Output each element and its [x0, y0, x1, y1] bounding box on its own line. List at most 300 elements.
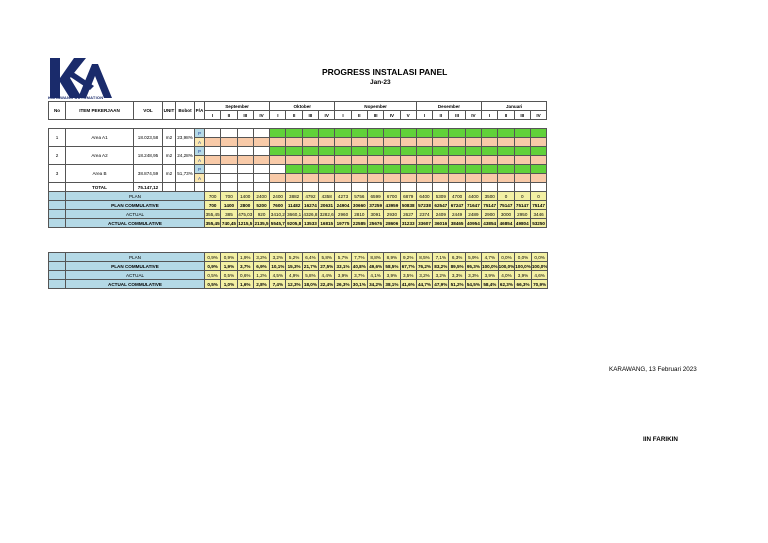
- cell: [400, 183, 416, 192]
- plan-row-value: 4400: [465, 192, 481, 201]
- pct-plan-cum-row-value: 83,2%: [434, 263, 448, 269]
- plan-row-value: 700: [205, 192, 221, 201]
- schedule-actual-cell: [514, 174, 530, 183]
- pct-actual-row-value: 4,1%: [367, 271, 383, 280]
- item-name: Area A2: [66, 147, 134, 165]
- item-unit: m2: [163, 165, 176, 183]
- actual-cum-row-value: 53250: [532, 220, 545, 226]
- schedule-actual-cell: [400, 138, 416, 147]
- schedule-plan-cell: [465, 147, 481, 156]
- pct-actual-row-value: 3,9%: [482, 271, 499, 280]
- schedule-actual-cell: [367, 156, 383, 165]
- actual-row-value: 2810: [351, 210, 367, 219]
- pct-plan-row-value: 5,9%: [465, 253, 481, 262]
- item-plan-flag: P: [195, 165, 205, 174]
- pct-actual-row-value: 4,4%: [319, 271, 335, 280]
- schedule-plan-cell: [482, 129, 498, 138]
- label-fill: [49, 280, 66, 289]
- header-week: I: [482, 111, 498, 120]
- actual-row-value: 3660,1: [287, 211, 302, 217]
- cell: [286, 183, 302, 192]
- header-week: IV: [465, 111, 481, 120]
- header-bobot: Bobot: [176, 102, 195, 120]
- schedule-actual-cell: [367, 174, 383, 183]
- actual-cum-row-value: 355,45: [205, 220, 220, 226]
- plan-row-value: 4700: [449, 192, 465, 201]
- total-value: 75.147,12: [134, 183, 163, 192]
- header-month: Oktober: [270, 102, 335, 111]
- pct-actual-row-value: 3,9%: [515, 271, 532, 280]
- actual-cum-row-value: 31233: [401, 220, 415, 226]
- schedule-plan-cell: [514, 147, 530, 156]
- logo-company-name: KARAWANG AUTOMATION: [48, 95, 104, 100]
- pct-plan-row-value: 6,4%: [302, 253, 318, 262]
- schedule-plan-cell: [367, 165, 383, 174]
- schedule-actual-cell: [367, 138, 383, 147]
- schedule-actual-cell: [384, 156, 400, 165]
- header-month: Nopember: [335, 102, 416, 111]
- spacer-cell: [433, 120, 449, 129]
- pct-plan-row-value: 7,1%: [433, 253, 449, 262]
- total-label: TOTAL: [66, 183, 134, 192]
- spacer-cell: [530, 120, 546, 129]
- plan-row-value: 4358: [319, 192, 335, 201]
- pct-actual-cum-row-value: 1,6%: [237, 280, 253, 289]
- schedule-plan-cell: [237, 147, 253, 156]
- plan-cum-row-value: 2800: [237, 201, 253, 210]
- plan-cum-row-value: 57238: [418, 202, 431, 208]
- pct-actual-cum-row-value: 34,2%: [369, 281, 383, 287]
- schedule-plan-cell: [416, 165, 432, 174]
- cell: [498, 183, 514, 192]
- pct-plan-row-value: 8,8%: [367, 253, 383, 262]
- schedule-plan-cell: [302, 147, 318, 156]
- item-row-plan: [49, 129, 547, 138]
- actual-row-value: 920: [253, 210, 269, 219]
- schedule-plan-cell: [319, 165, 335, 174]
- pct-actual-row-value: 0,6%: [237, 271, 253, 280]
- plan-row-value: 6599: [367, 192, 383, 201]
- spacer-row: [49, 120, 547, 129]
- plan-row-value: 0: [498, 192, 514, 201]
- pct-actual-row-value: 3,3%: [465, 271, 481, 280]
- schedule-actual-cell: [482, 138, 498, 147]
- schedule-plan-cell: [237, 129, 253, 138]
- schedule-plan-cell: [286, 147, 302, 156]
- plan-cum-row-value: 5200: [253, 201, 269, 210]
- actual-row-value: 2900: [482, 210, 498, 219]
- header-week: I: [416, 111, 432, 120]
- pct-actual-cum-row-value: 41,6%: [401, 281, 415, 287]
- actual-cum-row-value: 43854: [483, 220, 497, 226]
- pct-actual-cum-row-value: 1,0%: [221, 280, 237, 289]
- pct-plan-cum-row-value: 15,3%: [287, 263, 301, 269]
- cell: [384, 183, 400, 192]
- cell: [163, 183, 176, 192]
- plan-cum-row-value: 67247: [450, 202, 464, 208]
- actual-cum-row-value: 1215,5: [238, 220, 253, 226]
- schedule-actual-cell: [433, 174, 449, 183]
- header-vol: VOL: [134, 102, 163, 120]
- schedule-actual-cell: [319, 156, 335, 165]
- pct-plan-cum-row: [49, 262, 548, 271]
- schedule-actual-cell: [400, 174, 416, 183]
- pct-actual-row-value: 3,2%: [433, 271, 449, 280]
- schedule-plan-cell: [514, 165, 530, 174]
- actual-cum-row-value: 40954: [467, 220, 480, 226]
- pct-plan-row-value: 0,9%: [205, 253, 221, 262]
- schedule-plan-cell: [416, 129, 432, 138]
- schedule-plan-cell: [384, 129, 400, 138]
- cell: [465, 183, 481, 192]
- spacer-cell: [367, 120, 383, 129]
- pct-actual-cum-row-value: 30,1%: [352, 281, 366, 287]
- schedule-actual-cell: [221, 138, 237, 147]
- schedule-plan-cell: [237, 165, 253, 174]
- schedule-plan-cell: [319, 129, 335, 138]
- schedule-actual-cell: [205, 174, 221, 183]
- pct-actual-row-value: 0,5%: [205, 271, 221, 280]
- pct-actual-cum-row-value: 18,0%: [303, 281, 317, 287]
- schedule-actual-cell: [498, 156, 514, 165]
- schedule-actual-cell: [384, 138, 400, 147]
- schedule-plan-cell: [302, 129, 318, 138]
- plan-cum-row-value: 16274: [304, 202, 317, 208]
- header-week: III: [302, 111, 318, 120]
- actual-row-value: 2950: [514, 210, 530, 219]
- schedule-plan-cell: [335, 165, 351, 174]
- header-week: I: [270, 111, 286, 120]
- schedule-actual-cell: [449, 174, 465, 183]
- item-bobot: 24,28%: [176, 147, 195, 165]
- header-week: IV: [319, 111, 335, 120]
- pct-plan-cum-row-value: 0,9%: [205, 262, 221, 271]
- cell: [482, 183, 498, 192]
- schedule-plan-cell: [367, 147, 383, 156]
- pct-plan-row-value: 0,0%: [531, 253, 548, 262]
- schedule-plan-cell: [482, 165, 498, 174]
- header-row-months: [49, 102, 547, 111]
- item-vol: 18.023,58: [134, 129, 163, 147]
- schedule-plan-cell: [253, 165, 269, 174]
- item-plan-flag: P: [195, 147, 205, 156]
- pct-actual-row-value: 3,3%: [449, 271, 465, 280]
- header-week: V: [400, 111, 416, 120]
- plan-cum-row-value: 71647: [467, 202, 480, 208]
- plan-cum-row-value: 1400: [221, 201, 237, 210]
- schedule-plan-cell: [253, 147, 269, 156]
- spacer-cell: [66, 120, 134, 129]
- plan-row-value: 0: [530, 192, 546, 201]
- actual-row-value: 3000: [498, 210, 514, 219]
- schedule-plan-cell: [270, 165, 286, 174]
- schedule-plan-cell: [351, 147, 367, 156]
- schedule-plan-cell: [433, 165, 449, 174]
- schedule-actual-cell: [237, 138, 253, 147]
- actual-row-value: 3282,6: [319, 211, 334, 217]
- cell: [319, 183, 335, 192]
- cell: [416, 183, 432, 192]
- schedule-actual-cell: [302, 174, 318, 183]
- page-title: PROGRESS INSTALASI PANEL: [322, 67, 448, 77]
- pct-plan-cum-row-value: 100,0%: [498, 263, 515, 269]
- actual-cum-row-value: 28606: [385, 220, 399, 226]
- pct-actual-row-value: 1,2%: [253, 271, 269, 280]
- spacer-cell: [400, 120, 416, 129]
- actual-row-value: 4326,8: [303, 211, 318, 217]
- pct-plan-cum-row-label: PLAN COMMULATIVE: [66, 262, 205, 271]
- cell: [49, 183, 66, 192]
- plan-row-value: 5756: [351, 192, 367, 201]
- item-actual-flag: A: [195, 156, 205, 165]
- item-unit: m2: [163, 129, 176, 147]
- total-row: [49, 183, 547, 192]
- schedule-actual-cell: [416, 138, 432, 147]
- pct-actual-cum-row-value: 2,8%: [253, 280, 269, 289]
- schedule-plan-cell: [270, 129, 286, 138]
- schedule-actual-cell: [498, 174, 514, 183]
- schedule-actual-cell: [465, 174, 481, 183]
- pct-plan-cum-row-value: 6,9%: [253, 262, 269, 271]
- schedule-plan-cell: [205, 165, 221, 174]
- schedule-actual-cell: [335, 156, 351, 165]
- spacer-cell: [384, 120, 400, 129]
- signer-name: IIN FARIKIN: [643, 436, 678, 443]
- spacer-cell: [335, 120, 351, 129]
- schedule-actual-cell: [416, 174, 432, 183]
- cell: [514, 183, 530, 192]
- header-week: IV: [530, 111, 546, 120]
- schedule-plan-cell: [335, 147, 351, 156]
- schedule-plan-cell: [302, 165, 318, 174]
- schedule-actual-cell: [433, 156, 449, 165]
- header-month: September: [205, 102, 270, 111]
- item-actual-flag: A: [195, 174, 205, 183]
- spacer-cell: [482, 120, 498, 129]
- pct-actual-cum-row: [49, 280, 548, 289]
- item-no: 3: [49, 165, 66, 183]
- pct-plan-row-value: 5,8%: [319, 253, 335, 262]
- schedule-actual-cell: [286, 156, 302, 165]
- actual-cum-row-value: 25676: [369, 220, 382, 226]
- actual-cum-row-value: 36016: [434, 220, 448, 226]
- schedule-actual-cell: [286, 174, 302, 183]
- percent-table: [48, 252, 548, 289]
- schedule-plan-cell: [465, 129, 481, 138]
- plan-row-value: 6400: [416, 192, 432, 201]
- spacer-cell: [134, 120, 163, 129]
- plan-cum-row-value: 62547: [434, 202, 448, 208]
- item-plan-flag: P: [195, 129, 205, 138]
- cell: [270, 183, 286, 192]
- schedule-plan-cell: [400, 165, 416, 174]
- schedule-plan-cell: [433, 147, 449, 156]
- pct-actual-cum-row-value: 0,5%: [205, 280, 221, 289]
- schedule-actual-cell: [433, 138, 449, 147]
- actual-cum-row-value: 19775: [336, 220, 350, 226]
- progress-table: [48, 101, 547, 228]
- schedule-actual-cell: [302, 156, 318, 165]
- schedule-plan-cell: [384, 165, 400, 174]
- pct-plan-cum-row-value: 95,3%: [466, 263, 480, 269]
- spacer-cell: [302, 120, 318, 129]
- spacer-cell: [205, 120, 221, 129]
- pct-actual-cum-row-value: 70,9%: [533, 281, 547, 287]
- pct-plan-row-value: 8,5%: [416, 253, 432, 262]
- header-week: I: [335, 111, 351, 120]
- cell: [302, 183, 318, 192]
- item-name: Area A1: [66, 129, 134, 147]
- header-week: II: [433, 111, 449, 120]
- pct-plan-cum-row-value: 33,1%: [336, 263, 350, 269]
- plan-cum-row-value: 11482: [287, 202, 301, 208]
- schedule-actual-cell: [335, 174, 351, 183]
- pct-actual-row-value: 4,0%: [498, 271, 515, 280]
- schedule-plan-cell: [205, 129, 221, 138]
- item-name: Area B: [66, 165, 134, 183]
- pct-actual-row-value: 4,6%: [531, 271, 548, 280]
- pct-plan-cum-row-value: 67,7%: [401, 263, 415, 269]
- actual-cum-row-value: 49804: [515, 220, 529, 226]
- header-week: III: [514, 111, 530, 120]
- plan-row-value: 6700: [384, 192, 400, 201]
- plan-row-value: 700: [221, 192, 237, 201]
- actual-row-value: 3091: [367, 210, 383, 219]
- actual-cum-row-value: 46854: [499, 220, 513, 226]
- cell: [351, 183, 367, 192]
- pct-actual-row-value: 4,5%: [270, 271, 286, 280]
- schedule-actual-cell: [465, 138, 481, 147]
- schedule-plan-cell: [286, 165, 302, 174]
- plan-cum-row-value: 75147: [532, 202, 545, 208]
- plan-row-value: 1400: [237, 192, 253, 201]
- pct-actual-cum-row-value: 38,1%: [385, 281, 399, 287]
- spacer-cell: [253, 120, 269, 129]
- actual-row-value: 355,45: [205, 211, 220, 217]
- header-week: IV: [384, 111, 400, 120]
- schedule-actual-cell: [253, 138, 269, 147]
- pct-plan-row-value: 0,0%: [498, 253, 515, 262]
- spacer-cell: [498, 120, 514, 129]
- pct-actual-row-value: 3,2%: [416, 271, 432, 280]
- schedule-plan-cell: [286, 129, 302, 138]
- actual-row: [49, 210, 547, 219]
- schedule-actual-cell: [270, 156, 286, 165]
- pct-actual-cum-row-value: 62,3%: [499, 281, 513, 287]
- plan-cum-row-value: 24904: [336, 202, 350, 208]
- actual-cum-row-value: 2135,5: [254, 220, 269, 226]
- spacer-cell: [237, 120, 253, 129]
- plan-row-value: 3882: [286, 192, 302, 201]
- pct-plan-cum-row-value: 49,6%: [369, 263, 383, 269]
- place-date: KARAWANG, 13 Februari 2023: [609, 366, 697, 373]
- pct-actual-row-value: 3,9%: [384, 271, 400, 280]
- plan-cum-row-value: 75147: [499, 202, 513, 208]
- actual-row-value: 2409: [433, 210, 449, 219]
- schedule-actual-cell: [221, 156, 237, 165]
- page-subtitle: Jan-23: [370, 79, 391, 86]
- pct-plan-row-value: 5,7%: [335, 253, 351, 262]
- schedule-plan-cell: [530, 165, 546, 174]
- pct-actual-row-value: 3,7%: [351, 271, 367, 280]
- plan-row-value: 4273: [335, 192, 351, 201]
- cell: [205, 183, 221, 192]
- schedule-actual-cell: [465, 156, 481, 165]
- actual-cum-row-value: 9205,8: [287, 220, 302, 226]
- pct-actual-cum-row-value: 12,3%: [287, 281, 301, 287]
- schedule-actual-cell: [270, 138, 286, 147]
- pct-actual-cum-row-value: 22,4%: [320, 281, 334, 287]
- actual-cum-row-value: 22585: [352, 220, 366, 226]
- plan-row-value: 3500: [482, 192, 498, 201]
- cell: [253, 183, 269, 192]
- schedule-plan-cell: [530, 129, 546, 138]
- schedule-actual-cell: [319, 138, 335, 147]
- pct-plan-row-label: PLAN: [66, 253, 205, 262]
- plan-cum-row-value: 43959: [385, 202, 399, 208]
- schedule-plan-cell: [449, 129, 465, 138]
- schedule-plan-cell: [221, 147, 237, 156]
- schedule-plan-cell: [498, 129, 514, 138]
- pct-plan-row-value: 8,9%: [384, 253, 400, 262]
- item-actual-flag: A: [195, 138, 205, 147]
- pct-actual-cum-row-value: 58,4%: [483, 281, 497, 287]
- pct-actual-cum-row-value: 47,9%: [434, 281, 448, 287]
- header-week: III: [449, 111, 465, 120]
- cell: [335, 183, 351, 192]
- schedule-plan-cell: [400, 129, 416, 138]
- plan-cum-row-value: 30660: [352, 202, 366, 208]
- cell: [433, 183, 449, 192]
- spacer-cell: [319, 120, 335, 129]
- actual-row-value: 2960: [335, 210, 351, 219]
- actual-row-value: 2449: [449, 210, 465, 219]
- pct-plan-row-value: 6,3%: [449, 253, 465, 262]
- plan-row-value: 6879: [400, 192, 416, 201]
- cell: [367, 183, 383, 192]
- schedule-plan-cell: [482, 147, 498, 156]
- pct-plan-cum-row-value: 21,7%: [303, 263, 317, 269]
- pct-actual-row-value: 4,9%: [286, 271, 302, 280]
- label-fill: [49, 201, 66, 210]
- spacer-cell: [195, 120, 205, 129]
- spacer-cell: [163, 120, 176, 129]
- pct-plan-row-value: 5,2%: [286, 253, 302, 262]
- plan-row-value: 4792: [302, 192, 318, 201]
- schedule-plan-cell: [498, 147, 514, 156]
- header-week: III: [237, 111, 253, 120]
- spacer-cell: [221, 120, 237, 129]
- schedule-actual-cell: [514, 138, 530, 147]
- schedule-actual-cell: [253, 156, 269, 165]
- pct-plan-row-value: 3,2%: [270, 253, 286, 262]
- schedule-actual-cell: [530, 174, 546, 183]
- schedule-plan-cell: [351, 165, 367, 174]
- schedule-actual-cell: [498, 138, 514, 147]
- actual-cum-row-value: 5545,7: [270, 220, 285, 226]
- schedule-actual-cell: [384, 174, 400, 183]
- pct-plan-row-value: 0,0%: [515, 253, 532, 262]
- schedule-plan-cell: [416, 147, 432, 156]
- header-no: No: [49, 102, 66, 120]
- schedule-actual-cell: [319, 174, 335, 183]
- pct-plan-row-value: 0,9%: [221, 253, 237, 262]
- schedule-plan-cell: [205, 147, 221, 156]
- schedule-actual-cell: [237, 156, 253, 165]
- schedule-actual-cell: [416, 156, 432, 165]
- schedule-actual-cell: [205, 156, 221, 165]
- cell: [530, 183, 546, 192]
